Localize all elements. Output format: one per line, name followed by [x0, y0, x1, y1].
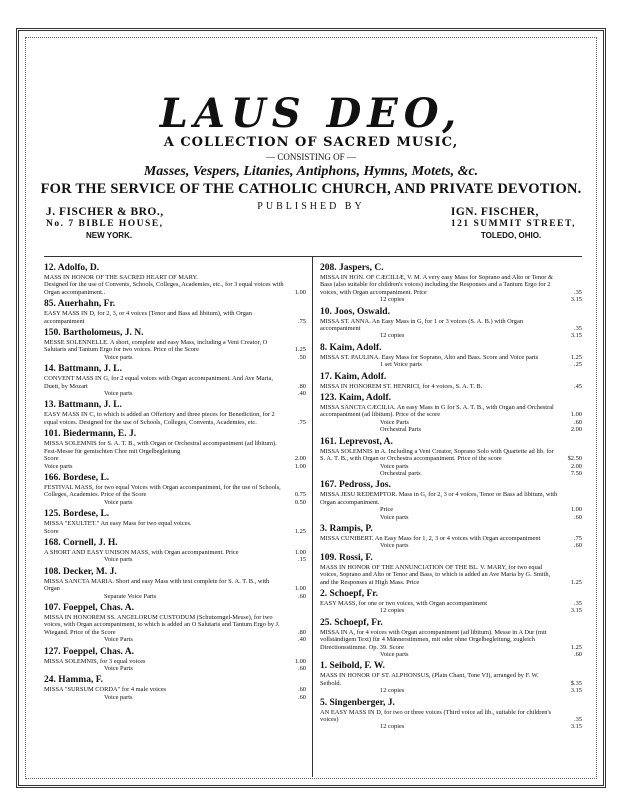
catalog-entry [44, 400, 306, 426]
publisher-name: IGN. FISCHER, [450, 206, 539, 218]
entry-line [44, 463, 306, 470]
entry-line [44, 528, 306, 535]
entry-line [44, 499, 306, 506]
entry-price: .25 [574, 361, 582, 369]
entry-text: MASS IN HONOR OF THE SACRED HEART OF MARY. [44, 274, 198, 281]
entry-price: 1.00 [294, 548, 306, 556]
entry-text: Voice parts [104, 693, 133, 701]
entry-line [320, 607, 582, 614]
catalog-entry [44, 567, 306, 600]
entry-price: 1.00 [570, 506, 582, 514]
entry-heading: 125. Bordese, L. [44, 509, 110, 520]
catalog-entry [320, 589, 582, 615]
entry-heading: 167. Pedross, Jos. [320, 480, 391, 491]
entry-price: .50 [298, 353, 306, 361]
entry-heading: 168. Cornell, J. H. [44, 537, 118, 548]
entry-heading: 127. Foeppel, Chas. A. [44, 646, 134, 657]
entry-heading: 166. Bordese, L. [44, 472, 110, 483]
entry-text: Score [44, 527, 59, 535]
entry-text: MISSA ST. PAULINA. Easy Mass for Soprano, Alto and Bass. Score and Voice parts [320, 353, 539, 361]
entry-heading: 150. Bartholomeus, J. N. [44, 328, 144, 339]
entry-text: Voice parts [380, 513, 409, 521]
catalog-entry [320, 553, 582, 586]
catalog-entry [320, 524, 582, 550]
publisher-city: NEW YORK. [86, 231, 133, 240]
catalog-entry [44, 647, 306, 673]
catalog-entry [320, 437, 582, 478]
entry-text: Separate Voice Parts [104, 592, 157, 600]
catalog-entry [320, 343, 582, 369]
entry-line [44, 390, 306, 397]
entry-line [320, 332, 582, 339]
entry-text: AN EASY MASS IN D, for two or three voices (Third voice ad lib., suitable for children's voices) [320, 708, 552, 724]
entry-text: MISSA SOLEMNIS, for 3 equal voices [44, 657, 146, 665]
entry-text: Voice parts [380, 651, 409, 658]
entry-heading: 24. Hamma, F. [44, 675, 104, 686]
entry-text: 12 copies [380, 296, 405, 304]
entry-text: MISSA IN HONOREM SS. ANGELORUM CUSTODUM (Schutzengel-Messe), for two voices, with Organ accompaniment, to which is added an O Salutaris and Tantum Ergo by J. Wiegand. Price of the Score [44, 613, 280, 636]
entry-price: 1.00 [570, 411, 582, 419]
entry-line [320, 672, 582, 687]
entry-text: 12 copies [380, 723, 405, 731]
catalog-entry [44, 603, 306, 644]
entry-price: .40 [298, 636, 306, 644]
catalog-entry [44, 328, 306, 361]
entry-text: MISSA JESU REDEMPTOR. Mass in G, for 2, 3 or 4 voices, Tenor or Bass ad libitum, with Organ accompaniment. [320, 491, 558, 506]
page-header [16, 28, 606, 212]
entry-text: MISSA "EXULTET." An easy Mass for two equal voices. [44, 520, 192, 528]
entry-text: MISSA SANCTA MARIA. Short and easy Mass with text complete for S. A. T. B., with Organ [44, 577, 270, 593]
consisting-of: — CONSISTING OF — [266, 152, 356, 162]
entry-price: 1.25 [570, 578, 582, 586]
entry-text: EASY MASS IN D, for 2, 3, or 4 voices (Tenor and Bass ad libitum), with Organ accompaniment [44, 310, 252, 325]
entry-heading: 108. Decker, M. J. [44, 566, 117, 577]
publisher-left [46, 206, 164, 242]
subtitle: A COLLECTION OF SACRED MUSIC, [163, 135, 459, 150]
entry-heading: 85. Auerhahn, Fr. [44, 299, 116, 310]
entry-price: .75 [298, 418, 306, 426]
column-divider [312, 257, 313, 777]
entry-heading: 5. Singenberger, J. [320, 697, 395, 708]
entry-text: MISSA IN HONOREM ST. HENRICI, for 4 voices, S. A. T. B. [320, 382, 483, 390]
catalog-entry [320, 393, 582, 434]
catalog-entry [320, 372, 582, 390]
entry-price: 3.15 [570, 687, 582, 695]
entry-price: .35 [574, 716, 582, 724]
entry-text: 1 set Voice parts [380, 361, 422, 369]
entry-line [44, 520, 306, 527]
entry-text: MISSA CUNIBERT. An Easy Mass for 1, 2, 3 or 4 voices with Organ accompaniment [320, 534, 541, 542]
catalog-page [16, 28, 616, 798]
entry-price: $2.50 [567, 455, 582, 463]
catalog-entry [44, 429, 306, 470]
entry-text: Voice parts [104, 498, 133, 506]
entry-line [320, 564, 582, 586]
entry-text: Voice parts [380, 542, 409, 550]
entry-line [320, 426, 582, 433]
entry-line [320, 723, 582, 730]
entry-text: MISSA SANCTA CÆCILIA. An easy Mass in G for S. A. T. B., with Organ and Orchestral accompaniment (ad libitum). Price of the score [320, 404, 554, 419]
entry-line [320, 629, 582, 651]
entry-text: EASY MASS IN C, to which is added an Offertory and three pieces for Benediction, for 2 equal voices. Designed for the use of Schools, Colleges, Convents, Academies, etc. [44, 411, 275, 426]
entry-line [320, 419, 582, 426]
entry-heading: 161. Leprevost, A. [320, 436, 393, 447]
entry-line [320, 318, 582, 333]
entry-heading: 2. Schoepf, Fr. [320, 588, 378, 599]
entry-line [44, 665, 306, 672]
entry-line [320, 448, 582, 463]
catalog-entry [44, 538, 306, 564]
entry-line [320, 274, 582, 296]
entry-text: Voice parts [104, 390, 133, 398]
entry-heading: 13. Battmann, J. L. [44, 400, 122, 411]
entry-price: 7.50 [570, 469, 582, 477]
entry-price: .60 [574, 542, 582, 550]
entry-heading: 123. Kaim, Adolf. [320, 393, 391, 404]
catalog-entry [44, 473, 306, 506]
entry-line [44, 578, 306, 593]
entry-price: .45 [574, 382, 582, 390]
entry-text: Designed for the use of Convents, Schools, Colleges, Academies, etc., for 3 equal voices with Organ accompaniment.. [44, 281, 284, 296]
entry-text: 12 copies [380, 607, 405, 615]
entry-text: Orchestral Parts [380, 426, 421, 434]
entry-heading: 109. Rossi, F. [320, 552, 373, 563]
entry-heading: 208. Jaspers, C. [320, 263, 384, 273]
entry-text: Orchestral parts [380, 469, 421, 477]
catalog-listing [44, 256, 582, 777]
entry-price: .40 [298, 390, 306, 398]
entry-price: .60 [298, 693, 306, 701]
entry-heading: 8. Kaim, Adolf. [320, 342, 382, 353]
entry-text: Voice parts [104, 353, 133, 361]
entry-text: CONVENT MASS IN G, for 2 equal voices with Organ accompaniment. And Ave Maria, Duett, by Mozart [44, 375, 273, 390]
entry-line [44, 354, 306, 361]
entry-price: .80 [298, 628, 306, 636]
entry-text: Voice Parts [104, 636, 133, 644]
entry-price: .60 [574, 651, 582, 658]
entry-text: MISSA IN HON. OF CÆCILIÆ, V. M. A very easy Mass for Soprano and Alto or Tenor & Bass (also suitable for children's voices) including the Responses and a Tantum Ergo for 2 voices, with Organ accompaniment. Price [320, 274, 553, 296]
entry-price: .75 [574, 534, 582, 542]
catalog-entry [320, 661, 582, 694]
entry-price: 0.75 [294, 491, 306, 499]
service-line: FOR THE SERVICE OF THE CATHOLIC CHURCH, AND PRIVATE DEVOTION. [40, 181, 582, 197]
catalog-entry [44, 509, 306, 535]
entry-price: .60 [298, 592, 306, 600]
publisher-address: No. 7 BIBLE HOUSE, [46, 219, 164, 229]
published-by: PUBLISHED BY [257, 201, 365, 212]
entry-heading: 10. Joos, Oswald. [320, 306, 390, 317]
entry-price: .35 [574, 599, 582, 607]
entry-text: Voice Parts [380, 418, 409, 426]
entry-text: MISSA "SURSUM CORDA" for 4 male voices [44, 686, 167, 694]
catalog-entry [320, 307, 582, 340]
entry-price: .35 [574, 325, 582, 333]
entry-line [320, 687, 582, 694]
entry-heading: 14. Battmann, J. L. [44, 364, 122, 375]
left-column [44, 263, 306, 704]
entry-text: Score [44, 455, 59, 463]
entry-price: 2.00 [570, 462, 582, 470]
entry-line [44, 281, 306, 296]
entry-heading: 12. Adolfo, D. [44, 263, 100, 273]
entry-text: MASS IN HONOR OF ST. ALPHONSUS, (Plain Chant, Tone VI), arranged by F. W. Seibold. [320, 672, 539, 687]
catalog-entry [320, 698, 582, 731]
entry-text: MESSE SOLENNELLE. A short, complete and easy Mass, including a Veni Creator, O Salutaris and Tantum Ergo for two voices. Price of the Score [44, 339, 268, 354]
entry-line [320, 709, 582, 724]
entry-line [44, 636, 306, 643]
entry-text: A SHORT AND EASY UNISON MASS, with Organ accompaniment. Price [44, 548, 239, 556]
entry-line [44, 686, 306, 693]
publisher-name: J. FISCHER & BRO., [46, 206, 164, 218]
catalog-entry [44, 263, 306, 296]
entry-text: 12 copies [380, 687, 405, 695]
entry-line [44, 549, 306, 556]
entry-text: Voice Parts [104, 665, 133, 672]
entry-line [44, 658, 306, 665]
entry-text: MISSA SOLEMNIS for S. A. T. B., with Organ or Orchestral accompaniment (ad libitum). Fest-Messe für gemischten Chor mit Orgelbegleitung [44, 440, 277, 455]
entry-line [320, 506, 582, 513]
entry-line [44, 339, 306, 354]
entry-line [320, 463, 582, 470]
entry-price: $.35 [570, 679, 582, 687]
entry-price: 1.25 [294, 527, 306, 535]
entry-text: MISSA SOLEMNIS in A. Including a Veni Creator, Soprano Solo with Quartette ad lib. for S. A. T. B., with Organ or Orchestra accompaniment. Price of the score [320, 447, 554, 463]
entry-price: 1.00 [294, 585, 306, 593]
entry-text: MISSA ST. ANNA. An Easy Mass in G, for 1 or 3 voices (S. A. B.) with Organ accompaniment [320, 317, 524, 333]
contents-line: Masses, Vespers, Litanies, Antiphons, Hymns, Motets, &c. [143, 164, 479, 179]
entry-line [320, 651, 582, 658]
publisher-right [451, 206, 576, 242]
entry-text: MISSA IN A, for 4 voices with Organ accompaniment (ad libitum). Messe in A Dur (mit vollständigem Text) für 4 Männerstimmen, mit oder ohne Orgelbegleitung, zugleich Directionsstimme. Op. 39. Score [320, 628, 547, 651]
entry-line [320, 470, 582, 477]
catalog-entry [320, 263, 582, 304]
publisher-address: 121 SUMMIT STREET, [450, 219, 576, 229]
entry-text: FESTIVAL MASS, for two equal Voices with Organ accompaniment, for the use of Schools, Colleges, Academies. Price of the Score [44, 483, 281, 499]
entry-price: .75 [298, 317, 306, 325]
catalog-entry [44, 299, 306, 325]
entry-line [44, 614, 306, 636]
entry-line [44, 694, 306, 701]
right-column [320, 263, 582, 734]
entry-line [320, 600, 582, 607]
catalog-entry [44, 675, 306, 701]
entry-price: 1.25 [294, 346, 306, 354]
entry-heading: 107. Foeppel, Chas. A. [44, 602, 134, 613]
entry-line [320, 296, 582, 303]
entry-text: Voice parts [104, 556, 133, 564]
catalog-entry [320, 480, 582, 521]
entry-price: .60 [574, 418, 582, 426]
entry-text: Voice parts [44, 462, 73, 470]
entry-line [44, 484, 306, 499]
entry-price: 3.15 [570, 723, 582, 731]
entry-heading: 1. Seibold, F. W. [320, 661, 385, 672]
entry-line [44, 556, 306, 563]
entry-price: 3.15 [570, 332, 582, 340]
entry-heading: 25. Schoepf, Fr. [320, 617, 383, 628]
entry-price: .80 [298, 382, 306, 390]
entry-price: 0.50 [294, 498, 306, 506]
entry-price: 1.25 [570, 643, 582, 651]
entry-price: 1.25 [570, 353, 582, 361]
entry-line [320, 361, 582, 368]
entry-text: Price [380, 506, 394, 514]
entry-line [320, 404, 582, 419]
entry-text: 12 copies [380, 332, 405, 340]
publisher-city: TOLEDO, OHIO. [480, 231, 542, 240]
entry-heading: 17. Kaim, Adolf. [320, 371, 387, 382]
entry-line [44, 593, 306, 600]
entry-price: .60 [298, 686, 306, 694]
entry-line [320, 542, 582, 549]
entry-price: .60 [574, 513, 582, 521]
entry-line [320, 383, 582, 390]
catalog-entry [44, 364, 306, 397]
entry-line [44, 274, 306, 281]
entry-price: 1.00 [294, 657, 306, 665]
entry-price: .15 [298, 556, 306, 564]
entry-line [44, 411, 306, 426]
entry-price: 1.00 [294, 288, 306, 296]
entry-price: 1.00 [294, 462, 306, 470]
entry-line [320, 535, 582, 542]
entry-price: 3.15 [570, 607, 582, 615]
entry-heading: 3. Rampis, P. [320, 523, 373, 534]
entry-line [44, 310, 306, 325]
entry-heading: 101. Biedermann, E. J. [44, 429, 137, 440]
entry-text: Voice parts [380, 462, 409, 470]
entry-line [44, 455, 306, 462]
entry-line [44, 440, 306, 455]
entry-price: 3.15 [570, 296, 582, 304]
entry-line [320, 354, 582, 361]
catalog-entry [320, 618, 582, 659]
entry-text: MASS IN HONOR OF THE ANNUNCIATION OF THE BL. V. MARY, for two equal voices, Soprano and Alto or Tenor and Bass, to which is added an Ave Maria by G. Smith, and the Responses at High Mass. Price [320, 563, 551, 586]
entry-price: .35 [574, 288, 582, 296]
entry-text: EASY MASS, for one or two voices, with Organ accompaniment [320, 599, 488, 607]
entry-line [320, 514, 582, 521]
entry-line [44, 375, 306, 390]
main-title: LAUS DEO, [159, 90, 463, 137]
entry-price: 2.00 [294, 455, 306, 463]
entry-line [320, 491, 582, 506]
entry-price: 2.00 [570, 426, 582, 434]
entry-price: .60 [298, 665, 306, 672]
